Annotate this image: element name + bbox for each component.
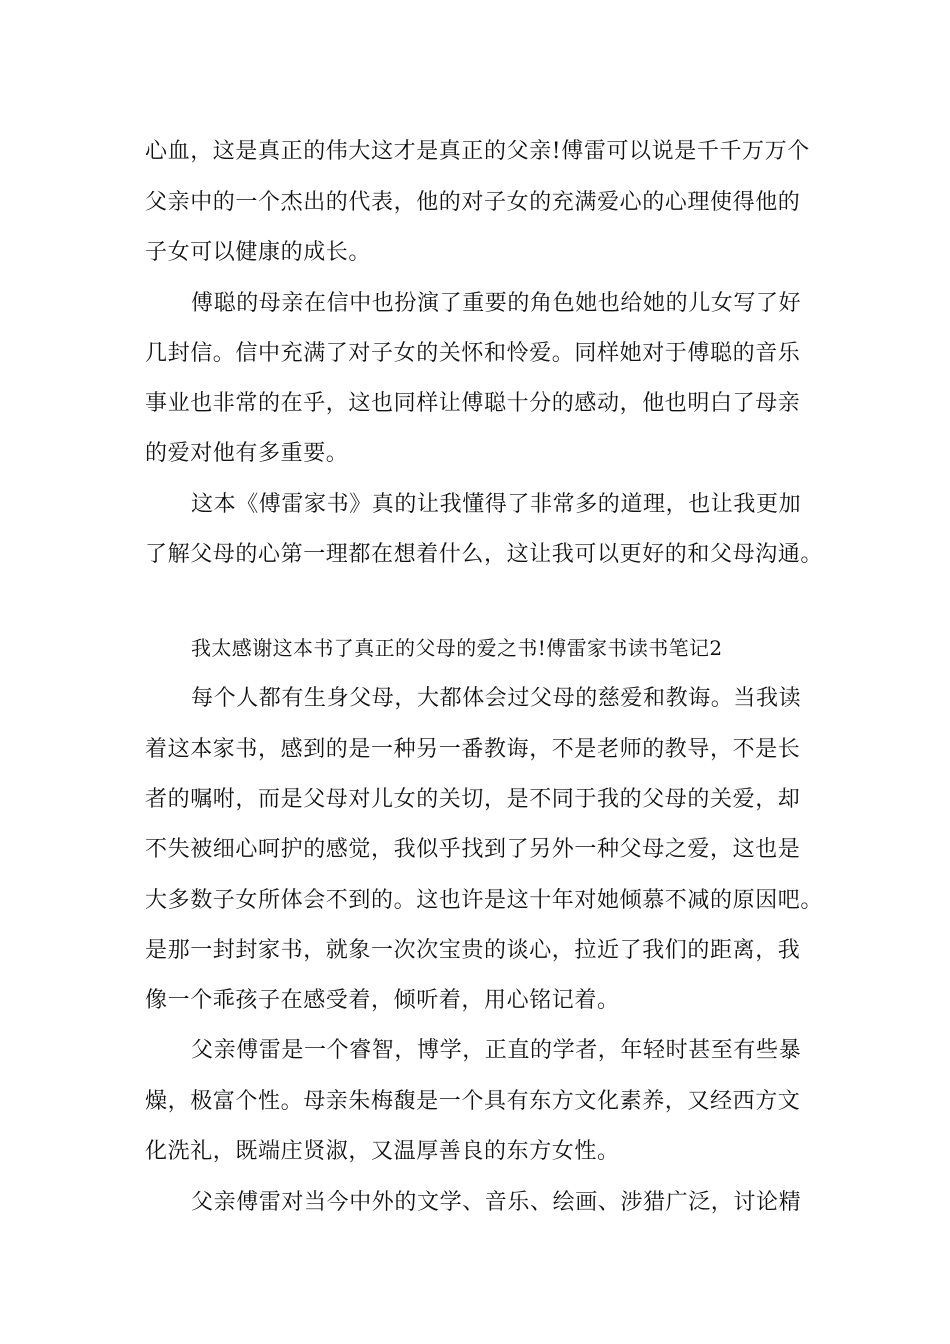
text-line: 父亲傅雷对当今中外的文学、音乐、绘画、涉猎广泛，讨论精 <box>191 1190 802 1215</box>
text-line: 父亲中的一个杰出的代表，他的对子女的充满爱心的心理使得他的 <box>145 190 801 215</box>
text-line: 父亲傅雷是一个睿智，博学，正直的学者，年轻时甚至有些暴 <box>191 1038 802 1063</box>
text-line: 者的嘱咐，而是父母对儿女的关切，是不同于我的父母的关爱，却 <box>145 787 801 812</box>
text-line: 大多数子女所体会不到的。这也许是这十年对她倾慕不减的原因吧。 <box>145 888 824 913</box>
text-line: 心血，这是真正的伟大这才是真正的父亲!傅雷可以说是千千万万个 <box>145 139 810 164</box>
text-line: 燥，极富个性。母亲朱梅馥是一个具有东方文化素养，又经西方文 <box>145 1089 801 1114</box>
text-line: 这本《傅雷家书》真的让我懂得了非常多的道理，也让我更加 <box>191 492 802 517</box>
text-line: 着这本家书，感到的是一种另一番教诲，不是老师的教导，不是长 <box>145 737 801 762</box>
section-title: 我太感谢这本书了真正的父母的爱之书!傅雷家书读书笔记2 <box>191 636 723 660</box>
text-line: 事业也非常的在乎，这也同样让傅聪十分的感动，他也明白了母亲 <box>145 391 801 416</box>
text-line: 几封信。信中充满了对子女的关怀和怜爱。同样她对于傅聪的音乐 <box>145 341 801 366</box>
text-line: 是那一封封家书，就象一次次宝贵的谈心，拉近了我们的距离，我 <box>145 938 801 963</box>
text-line: 像一个乖孩子在感受着，倾听着，用心铭记着。 <box>145 988 620 1013</box>
text-line: 化洗礼，既端庄贤淑，又温厚善良的东方女性。 <box>145 1139 620 1164</box>
text-line: 的爱对他有多重要。 <box>145 441 349 466</box>
text-line: 每个人都有生身父母，大都体会过父母的慈爱和教诲。当我读 <box>191 686 802 711</box>
text-line: 不失被细心呵护的感觉，我似乎找到了另外一种父母之爱，这也是 <box>145 837 801 862</box>
text-line: 子女可以健康的成长。 <box>145 240 372 265</box>
text-line: 傅聪的母亲在信中也扮演了重要的角色她也给她的儿女写了好 <box>191 291 802 316</box>
text-line: 了解父母的心第一理都在想着什么，这让我可以更好的和父母沟通。 <box>145 542 824 567</box>
